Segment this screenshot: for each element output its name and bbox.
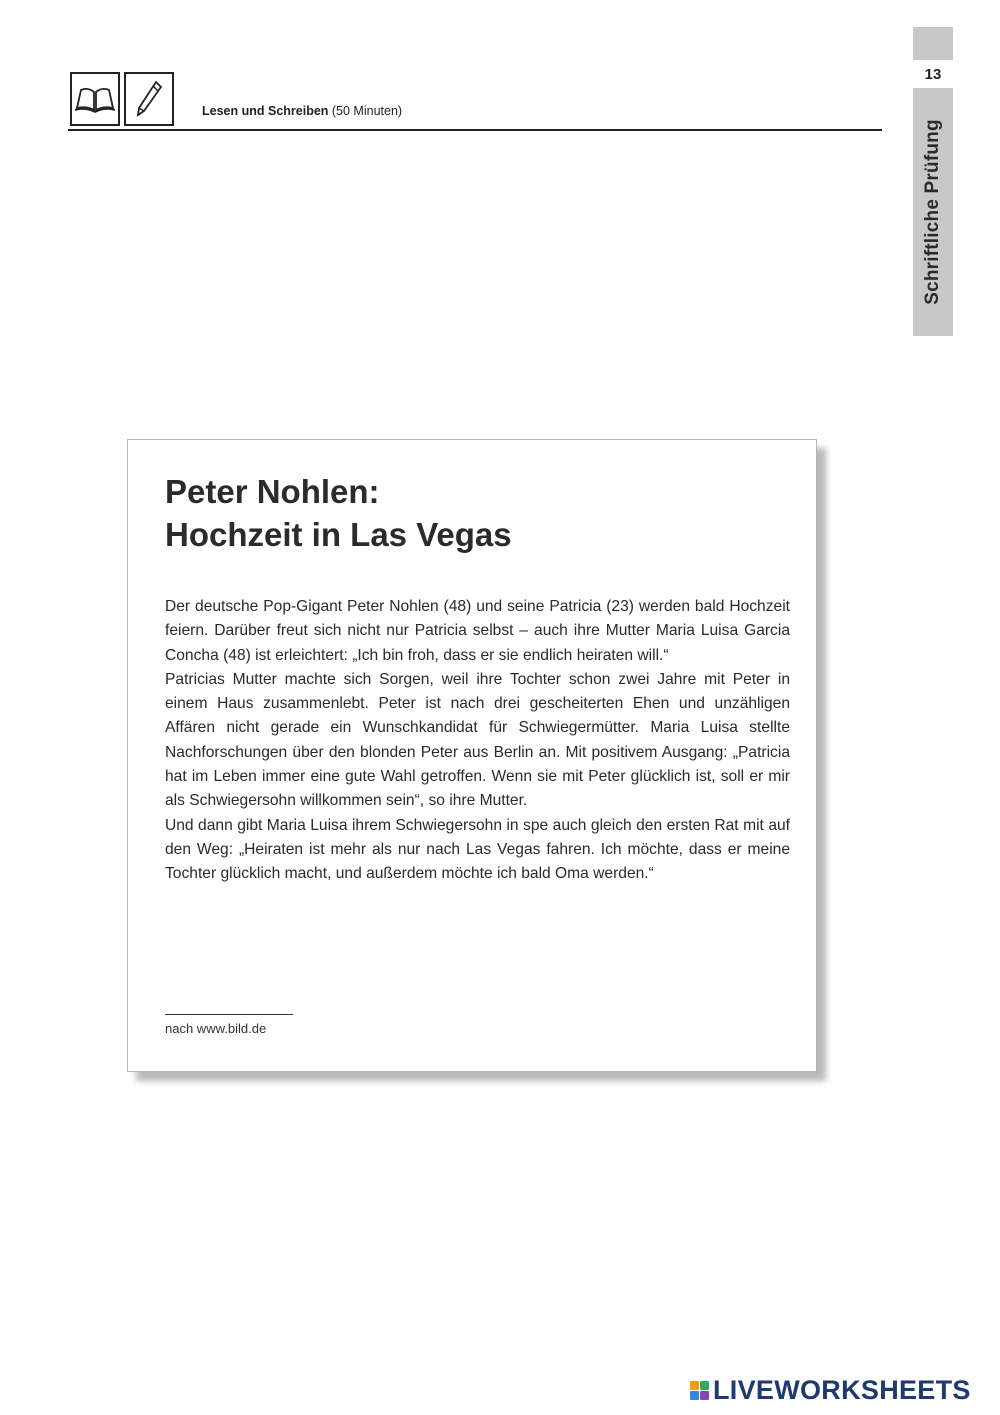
article-title-line1: Peter Nohlen: (165, 473, 380, 510)
section-title-bold: Lesen und Schreiben (202, 104, 329, 118)
article-body (165, 595, 790, 887)
article-paragraph: Und dann gibt Maria Luisa ihrem Schwiegersohn in spe auch gleich den ersten Rat mit auf den Weg: „Heiraten ist mehr als nur nach Las Vegas fahren. Ich möchte, dass er meine Tochter glücklich macht, und außerdem möchte ich bald Oma werden.“ (165, 816, 790, 883)
article-paragraph: Patricias Mutter machte sich Sorgen, weil ihre Tochter schon zwei Jahre mit Peter in einem Haus zusammenlebt. Peter ist nach drei gescheiterten Ehen und unzähligen Affären nicht gerade ein Wunschkandidat für Schwiegermütter. Maria Luisa stellte Nachforschungen über den blonden Peter aus Berlin an. Mit positivem Ausgang: „Patricia hat im Leben immer eine gute Wahl getroffen. Wenn sie mit Peter glücklich ist, soll er mir als Schwiegersohn willkommen sein“, so ihre Mutter. (165, 670, 790, 810)
logo-square (690, 1391, 699, 1400)
side-tab (913, 88, 953, 336)
brand-name: LIVEWORKSHEETS (713, 1375, 971, 1405)
side-tab-label: Schriftliche Prüfung (922, 119, 944, 305)
article-title (165, 470, 512, 556)
article-title-line2: Hochzeit in Las Vegas (165, 516, 512, 553)
article-source: nach www.bild.de (165, 1021, 267, 1036)
section-title (202, 104, 402, 118)
logo-square (700, 1391, 709, 1400)
source-divider (165, 1014, 293, 1015)
book-icon (70, 72, 120, 126)
section-title-duration: (50 Minuten) (328, 104, 403, 118)
brand-logo-icon (690, 1381, 709, 1400)
page-number: 13 (924, 66, 942, 83)
article-paragraph: Der deutsche Pop-Gigant Peter Nohlen (48) und seine Patricia (23) werden bald Hochzeit feiern. Darüber freut sich nicht nur Patricia selbst – auch ihre Mutter Maria Luisa Garcia Concha (48) ist erleichtert: „Ich bin froh, dass er sie endlich heiraten will.“ (165, 598, 790, 664)
pencil-icon (124, 72, 174, 126)
brand-watermark (690, 1374, 971, 1406)
header-divider (68, 129, 882, 131)
logo-square (690, 1381, 699, 1390)
article-box (127, 439, 817, 1072)
side-tab-top (913, 27, 953, 60)
logo-square (700, 1381, 709, 1390)
